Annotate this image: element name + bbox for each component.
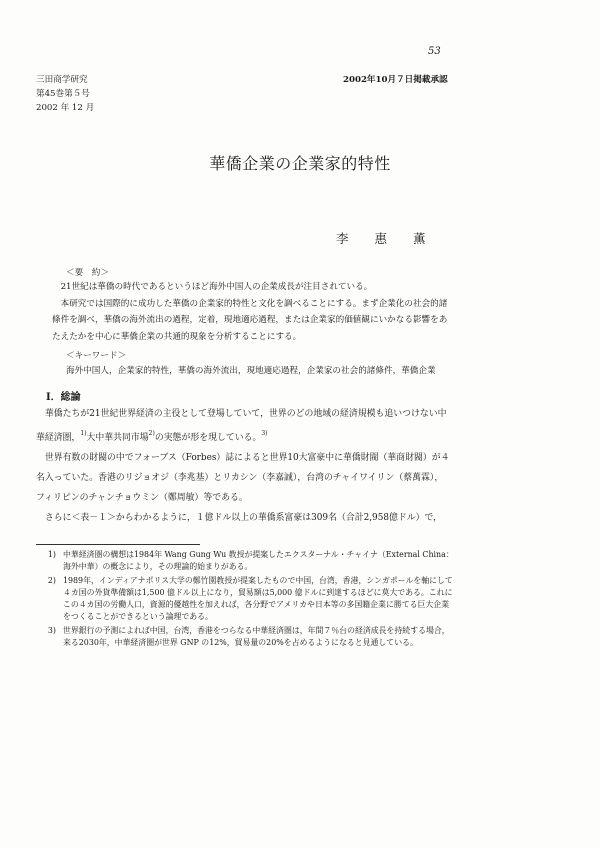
abstract-paragraph: 本研究では国際的に成功した華僑の企業家的特性と文化を調べることにする。まず企業化の社会的諸條件を調べ，華僑の海外流出の過程，定着，現地適応過程，または企業家的価値観にいかなる影響をあたえたかを中心に華僑企業の共通的現象を分析することにする。 [52, 298, 448, 342]
body-span: 大中華共同市場 [86, 433, 149, 443]
footnote-divider [36, 544, 200, 545]
author-char: 薫 [413, 231, 426, 246]
abstract-label: ＜要 約＞ [66, 268, 109, 278]
footnote-text: 世界銀行の予測によれば中国，台湾，香港をつらなる中華経済圏は，年間７％台の経済成長を持続する場合，来る2030年，中華経済圏が世界 GNP の12%，貿易量の20%を占めるようになると見通している。 [63, 626, 450, 647]
keywords-label: ＜キーワード＞ [66, 351, 127, 361]
journal-volume: 第45巻第５号 [36, 89, 90, 99]
author-name [336, 229, 448, 247]
footnote-ref: 3) [261, 430, 268, 437]
author-char: 李 [336, 231, 349, 246]
footnote-text: 中華経済圏の構想は1984年 Wang Gung Wu 教授が提案したエクスターナル・チャイナ（External China：海外中華）の概念により，その理論的始まりがある。 [63, 550, 454, 571]
footnote-number: 2) [47, 576, 56, 585]
body-text [36, 404, 450, 528]
footnote-number: 1) [47, 550, 56, 559]
page-number: 53 [428, 46, 441, 57]
article-title: 華僑企業の企業家的特性 [209, 154, 391, 173]
footnotes [36, 549, 454, 651]
footnote-number: 3) [47, 626, 56, 635]
footnote [36, 549, 454, 573]
body-span: 華僑たちが21世紀世界経済の主役として登場していて，世界のどの地域の経済規模も追いつけない中華経済圏， [36, 409, 447, 443]
footnote [36, 625, 454, 649]
footnote [36, 575, 454, 623]
abstract-paragraph: 21世紀は華僑の時代であるというほど海外中国人の企業成長が注目されている。 [60, 282, 373, 292]
author-char: 惠 [374, 231, 388, 246]
approval-date: 2002年10月７日掲載承認 [343, 75, 448, 85]
journal-name: 三田商学研究 [36, 75, 88, 85]
section-heading: Ⅰ．総論 [46, 392, 81, 403]
body-paragraph [36, 404, 450, 448]
journal-info [36, 73, 94, 115]
footnote-ref: 2) [148, 430, 155, 437]
footnote-ref: 1) [80, 430, 87, 437]
footnote-text: 1989年，インディアナポリス大学の鄭竹園教授が提案したもので中国，台湾，香港，シンガポールを軸にして４カ国の外貨準備額は1,500 億ドル以上になり，貿易額は5,000 億ドルに到達するほどに莫大である。これにこの４カ国の労働人口，資源的優越性を加えれば，各分野でアメリカや日本等の多国籍企業に勝てる巨大企業をつくることができるという論理である。 [63, 576, 453, 621]
journal-date: 2002 年 12 月 [36, 103, 95, 113]
body-paragraph: さらに＜表－１＞からわかるように，１億ドル以上の華僑系富豪は309名（合計2,958億ドル）で， [44, 513, 443, 523]
body-span: の実態が形を現している。 [154, 433, 262, 443]
body-paragraph: 世界有数の財閥の中でフォーブス（Forbes）誌によると世界10大富豪中に華僑財閥（華商財閥）が４名入っていた。香港のリジョオジ（李兆基）とリカシン（李嘉誠），台湾のチャイワイリン（蔡萬霖），フィリピンのチャンチョウミン（鄭周敏）等である。 [36, 453, 450, 503]
keywords-text: 海外中国人，企業家的特性，華僑の海外流出，現地適応過程，企業家の社会的諸條件，華僑企業 [66, 366, 436, 376]
abstract-text [52, 279, 448, 345]
